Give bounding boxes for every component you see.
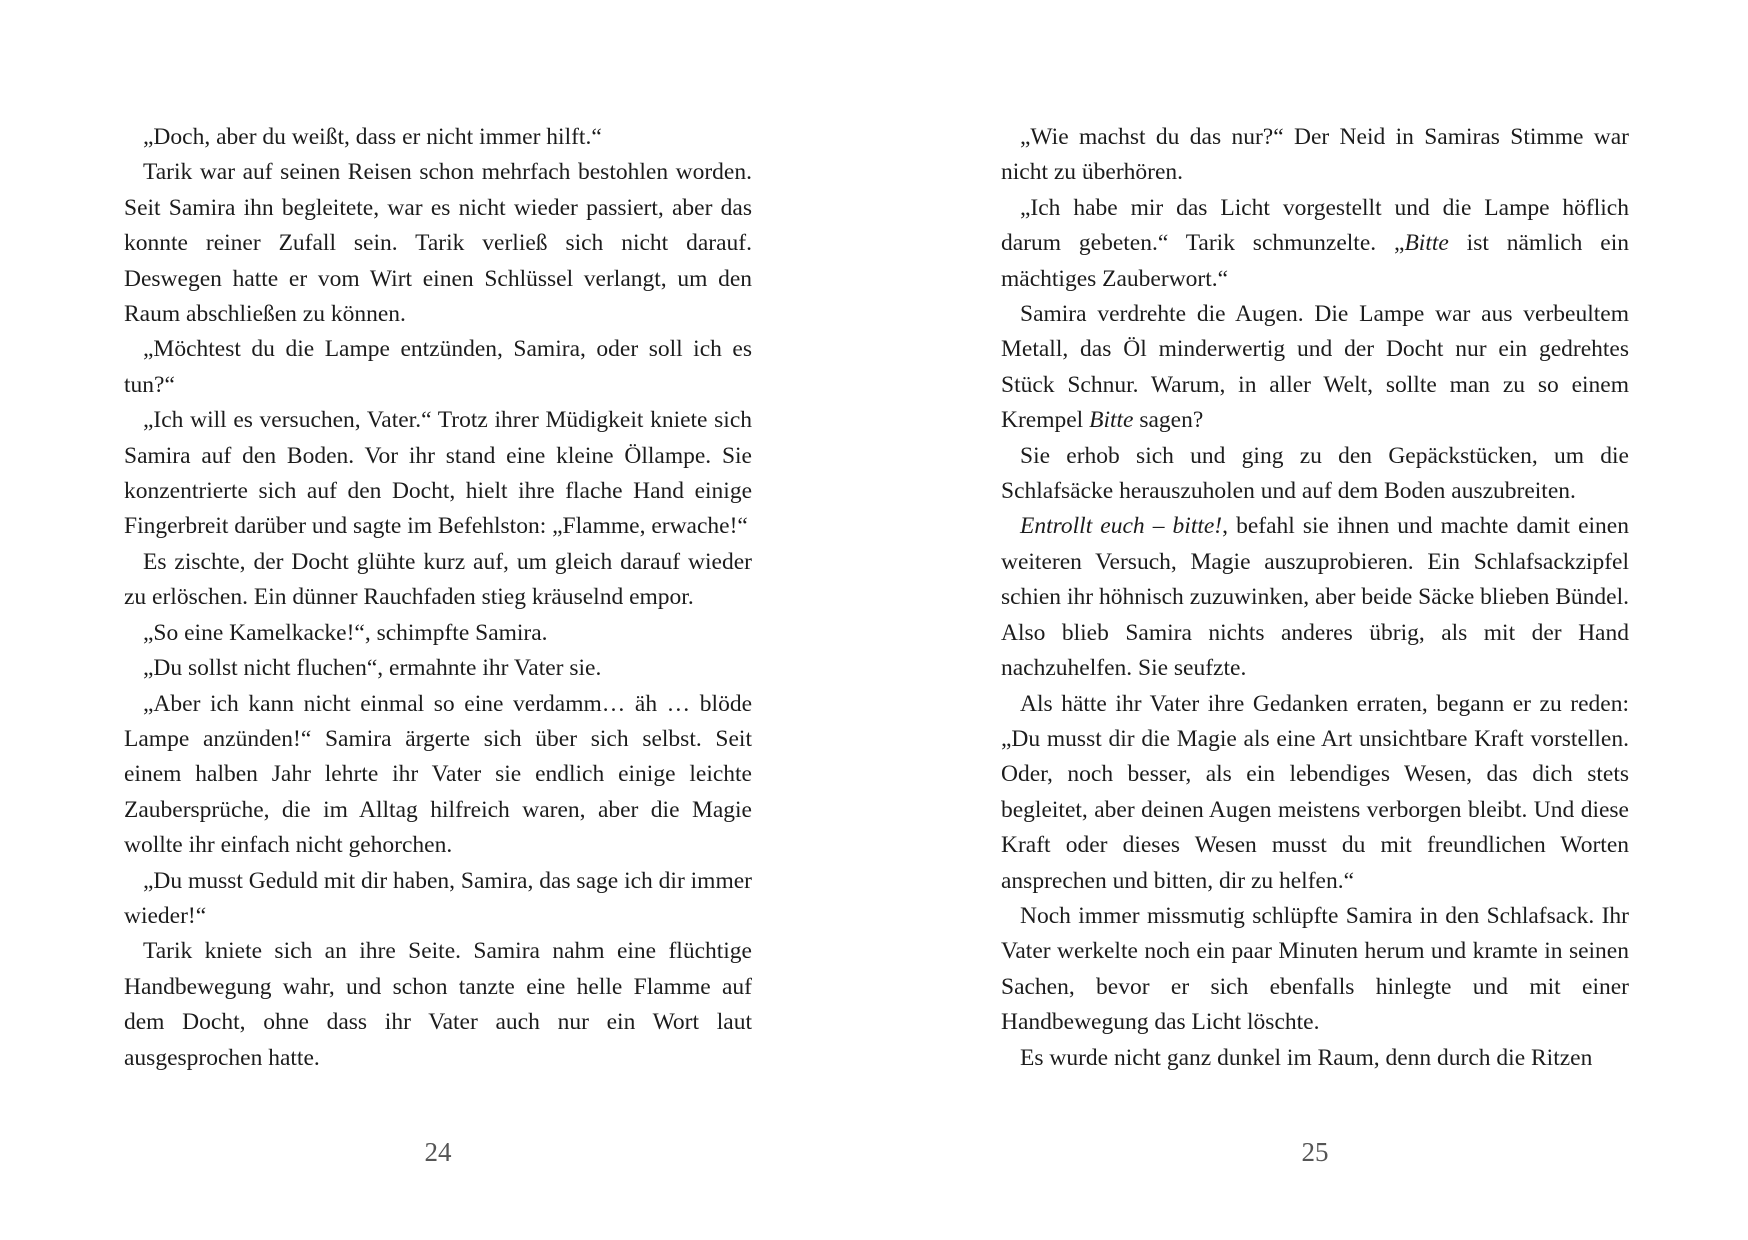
text-run: ist nämlich ein mächtiges Zauberwort.“ — [1001, 230, 1629, 292]
right-page — [1001, 120, 1629, 1230]
emphasis-text: Bitte — [1404, 230, 1449, 257]
text-run: , befahl sie ihnen und machte damit einen weiteren Versuch, Magie auszuprobieren. Ein Schlafsackzipfel schien ihr höhnisch zuzuwinken, aber beide Säcke blieben Bündel. Also blieb Samira nichts anderes übrig, als mit der Hand nachzuhelfen. Sie seufzte. — [1001, 513, 1629, 682]
text-run: „Ich habe mir das Licht vorgestellt und die Lampe höflich darum gebeten.“ Tarik schmunzelte. „ — [1001, 194, 1629, 257]
paragraph: „Möchtest du die Lampe entzünden, Samira, oder soll ich es tun?“ — [124, 336, 752, 398]
left-page — [124, 120, 752, 1230]
paragraph: „Du musst Geduld mit dir haben, Samira, das sage ich dir immer wieder!“ — [124, 867, 752, 929]
paragraph: Es wurde nicht ganz dunkel im Raum, denn durch die Ritzen — [1020, 1044, 1593, 1071]
paragraph: Sie erhob sich und ging zu den Gepäckstücken, um die Schlafsäcke herauszuholen und auf dem Boden auszubreiten. — [1001, 442, 1629, 505]
paragraph: Tarik war auf seinen Reisen schon mehrfach bestohlen worden. Seit Samira ihn begleitete, war es nicht wieder passiert, aber das konnte reiner Zufall sein. Tarik verließ sich nicht darauf. Deswegen hatte er vom Wirt einen Schlüssel verlangt, um den Raum abschließen zu können. — [124, 159, 752, 328]
paragraph — [1001, 509, 1629, 686]
paragraph: „Du sollst nicht fluchen“, ermahnte ihr Vater sie. — [143, 655, 602, 682]
paragraph: Als hätte ihr Vater ihre Gedanken erraten, begann er zu reden: „Du musst dir die Magie als eine Art unsichtbare Kraft vorstellen. Oder, noch besser, als ein lebendiges Wesen, das dich stets begleitet, aber deinen Augen meistens verborgen bleibt. Und diese Kraft oder dieses Wesen musst du mit freundlichen Worten ansprechen und bitten, dir zu helfen.“ — [1001, 690, 1629, 894]
paragraph: „Ich will es versuchen, Vater.“ Trotz ihrer Müdigkeit kniete sich Samira auf den Boden. Vor ihr stand eine kleine Öllampe. Sie konzentrierte sich auf den Docht, hielt ihre flache Hand einige Fingerbreit darüber und sagte im Befehlston: „Flamme, erwache!“ — [124, 407, 752, 540]
left-page-text — [124, 120, 752, 1076]
paragraph: „Wie machst du das nur?“ Der Neid in Samiras Stimme war nicht zu überhören. — [1001, 124, 1629, 186]
paragraph: „So eine Kamelkacke!“, schimpfte Samira. — [143, 619, 548, 646]
paragraph: Tarik kniete sich an ihre Seite. Samira nahm eine flüchtige Handbewegung wahr, und schon tanzte eine helle Flamme auf dem Docht, ohne dass ihr Vater auch nur ein Wort laut ausgesprochen hatte. — [124, 938, 752, 1071]
paragraph — [1001, 191, 1629, 297]
text-run: Samira verdrehte die Augen. Die Lampe war aus verbeultem Metall, das Öl minderwertig und der Docht nur ein gedrehtes Stück Schnur. Warum, in aller Welt, sollte man zu so einem Krempel — [1001, 301, 1629, 434]
paragraph: „Aber ich kann nicht einmal so eine verdamm… äh … blöde Lampe anzünden!“ Samira ärgerte sich über sich selbst. Seit einem halben Jahr lehrte ihr Vater sie endlich einige leichte Zaubersprüche, die im Alltag hilfreich waren, aber die Magie wollte ihr einfach nicht gehorchen. — [124, 690, 752, 859]
page-number-right: 25 — [1301, 1137, 1329, 1167]
emphasis-text: Bitte — [1089, 407, 1134, 434]
paragraph: Noch immer missmutig schlüpfte Samira in den Schlafsack. Ihr Vater werkelte noch ein paar Minuten herum und kramte in seinen Sachen, bevor er sich ebenfalls hinlegte und mit einer Handbewegung das Licht löschte. — [1001, 902, 1629, 1036]
paragraph: „Doch, aber du weißt, dass er nicht immer hilft.“ — [143, 124, 602, 150]
text-run: sagen? — [1133, 407, 1204, 434]
right-page-text — [1001, 120, 1629, 1076]
page-number-left: 24 — [424, 1137, 452, 1167]
paragraph — [1001, 297, 1629, 439]
emphasis-text: Entrollt euch – bitte! — [1020, 513, 1223, 540]
paragraph: Es zischte, der Docht glühte kurz auf, um gleich darauf wieder zu erlöschen. Ein dünner Rauchfaden stieg kräuselnd empor. — [124, 548, 752, 611]
